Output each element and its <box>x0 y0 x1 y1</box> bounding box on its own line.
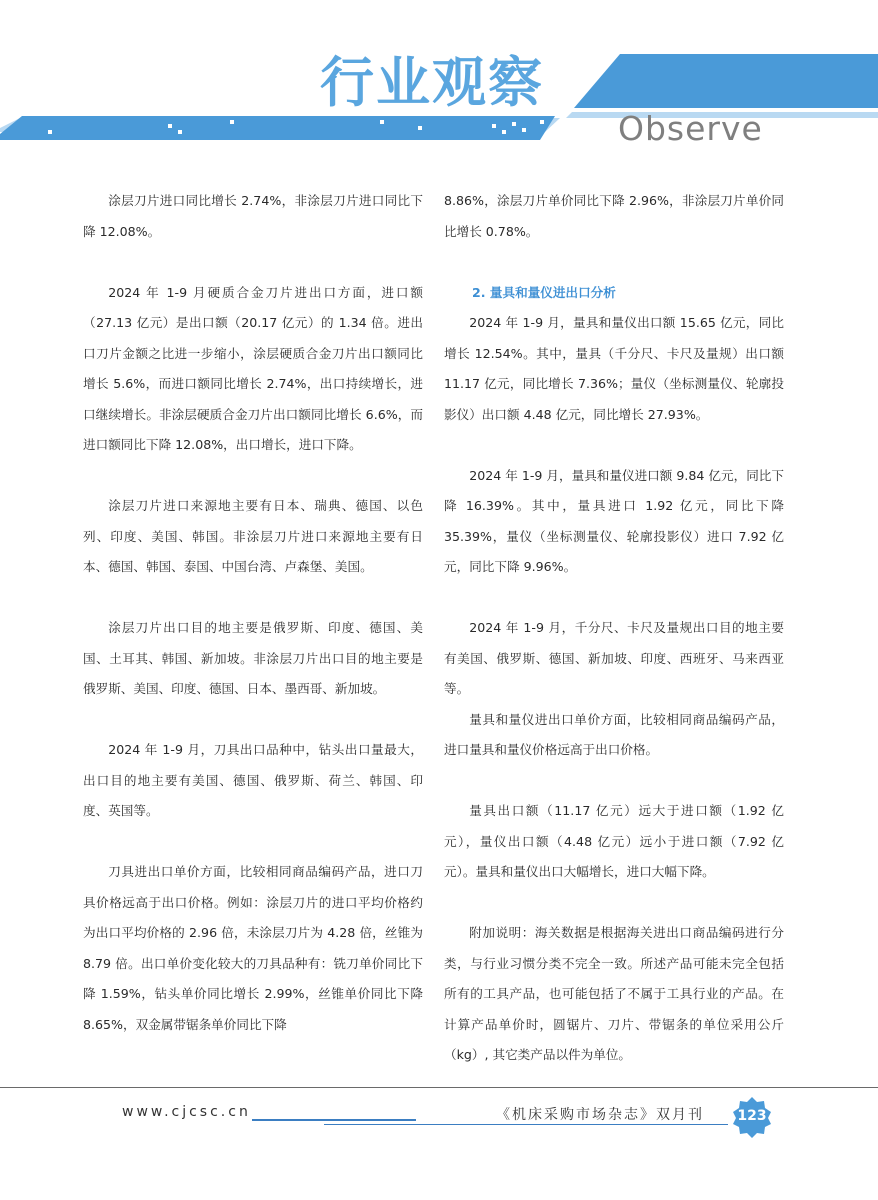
paragraph-continuation: 8.86%，涂层刀片单价同比下降 2.96%，非涂层刀片单价同比增长 0.78%。 <box>444 193 784 239</box>
paragraph: 涂层刀片进口同比增长 2.74%，非涂层刀片进口同比下降 12.08%。 <box>83 193 423 239</box>
paragraph: 附加说明：海关数据是根据海关进出口商品编码进行分类，与行业习惯分类不完全一致。所述产品可能未完全包括所有的工具产品，也可能包括了不属于工具行业的产品。在计算产品单价时，圆锯片、刀片、带锯条的单位采用公斤（kg）, 其它类产品以件为单位。 <box>444 925 784 1062</box>
paragraph: 2024 年 1-9 月，刀具出口品种中，钻头出口量最大，出口目的地主要有美国、德国、俄罗斯、荷兰、韩国、印度、英国等。 <box>83 742 423 818</box>
section-title: 行业观察 <box>320 51 544 114</box>
footer-url[interactable]: www.cjcsc.cn <box>122 1104 251 1120</box>
paragraph: 2024 年 1-9 月，千分尺、卡尺及量规出口目的地主要有美国、俄罗斯、德国、新加坡、印度、西班牙、马来西亚等。 <box>444 620 784 696</box>
paragraph: 涂层刀片进口来源地主要有日本、瑞典、德国、以色列、印度、美国、韩国。非涂层刀片进口来源地主要有日本、德国、韩国、泰国、中国台湾、卢森堡、美国。 <box>83 498 423 574</box>
footer-magazine-name: 《机床采购市场杂志》双月刊 <box>496 1107 704 1123</box>
paragraph: 2024 年 1-9 月，量具和量仪出口额 15.65 亿元，同比增长 12.54%。其中，量具（千分尺、卡尺及量规）出口额 11.17 亿元，同比增长 7.36%；量仪（坐标测量仪、轮廓投影仪）出口额 4.48 亿元，同比增长 27.93%。 <box>444 315 784 422</box>
paragraph: 2024 年 1-9 月硬质合金刀片进出口方面，进口额（27.13 亿元）是出口额（20.17 亿元）的 1.34 倍。进出口刀片金额之比进一步缩小，涂层硬质合金刀片出口额同比增长 5.6%，而进口额同比增长 2.74%，出口持续增长，进口继续增长。非涂层硬质合金刀片出口额同比增长 6.6%，而进口额同比下降 12.08%，出口增长，进口下降。 <box>83 284 423 452</box>
left-column <box>83 186 423 1040</box>
header-banner <box>0 0 878 160</box>
paragraph: 涂层刀片出口目的地主要是俄罗斯、印度、德国、美国、土耳其、韩国、新加坡。非涂层刀片出口目的地主要是俄罗斯、美国、印度、德国、日本、墨西哥、新加坡。 <box>83 620 423 696</box>
paragraph: 量具出口额（11.17 亿元）远大于进口额（1.92 亿元），量仪出口额（4.48 亿元）远小于进口额（7.92 亿元）。量具和量仪出口大幅增长，进口大幅下降。 <box>444 803 784 879</box>
paragraph: 刀具进出口单价方面，比较相同商品编码产品，进口刀具价格远高于出口价格。例如：涂层刀片的进口平均价格约为出口平均价格的 2.96 倍，未涂层刀片为 4.28 倍，丝锥为 8.79 倍。出口单价变化较大的刀具品种有：铣刀单价同比下降 1.59%，钻头单价同比增长 2.99%，丝锥单价同比下降 8.65%，双金属带锯条单价同比下降 <box>83 864 423 1032</box>
footer-divider <box>0 1087 878 1088</box>
right-column <box>444 186 784 1071</box>
footer-accent-line <box>324 1124 728 1125</box>
paragraph: 2024 年 1-9 月，量具和量仪进口额 9.84 亿元，同比下降 16.39%。其中，量具进口 1.92 亿元，同比下降 35.39%，量仪（坐标测量仪、轮廓投影仪）进口 7.92 亿元，同比下降 9.96%。 <box>444 467 784 574</box>
section-subtitle: Observe <box>618 109 763 148</box>
paragraph: 量具和量仪进出口单价方面，比较相同商品编码产品，进口量具和量仪价格远高于出口价格。 <box>444 711 784 757</box>
left-arrow-icon <box>0 0 48 22</box>
footer-accent-bar <box>252 1119 416 1121</box>
subheading: 2. 量具和量仪进出口分析 <box>472 284 616 300</box>
page-number: 123 <box>737 1108 767 1124</box>
